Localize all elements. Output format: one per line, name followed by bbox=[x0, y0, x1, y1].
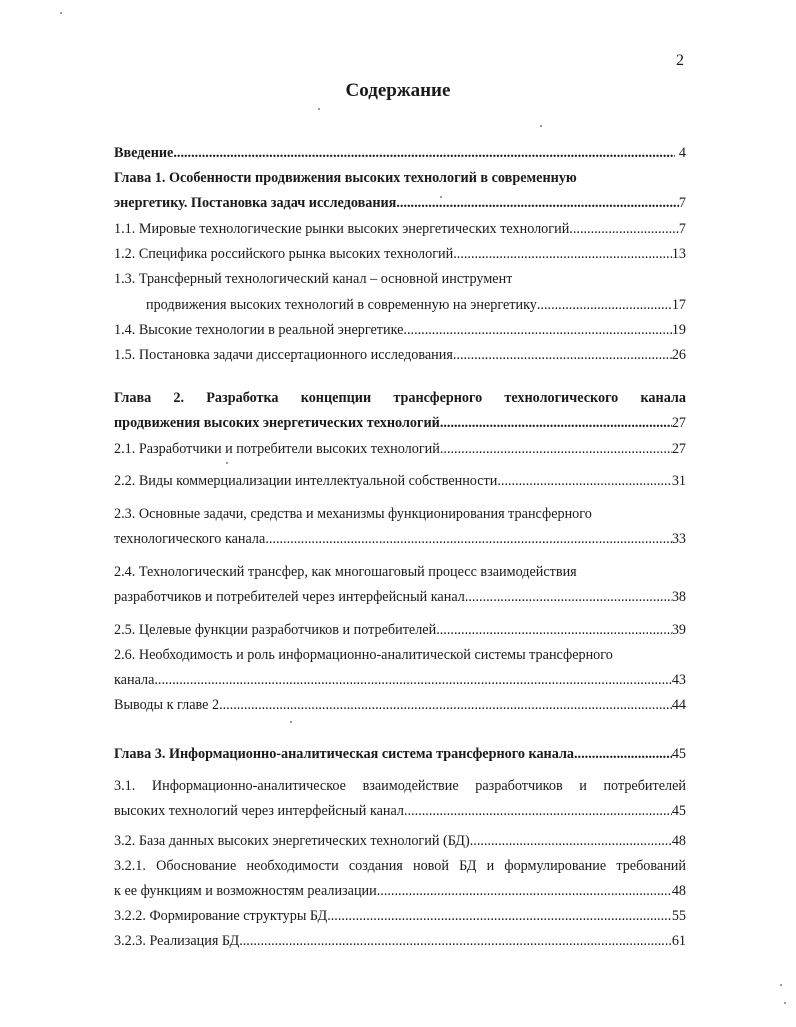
page-number: 2 bbox=[676, 52, 684, 69]
toc-leader-dots bbox=[239, 932, 672, 950]
toc-page-number: 38 bbox=[671, 589, 686, 605]
word: Глава bbox=[114, 390, 152, 406]
toc-entry-label: 2.2. Виды коммерциализации интеллектуальной собственности bbox=[114, 473, 498, 489]
word: концепции bbox=[300, 390, 372, 406]
toc-section-1-5[interactable] bbox=[114, 346, 686, 364]
toc-page-number: 39 bbox=[671, 622, 686, 638]
toc-chapter-1-line1[interactable]: Глава 1. Особенности продвижения высоких технологий в современную bbox=[114, 170, 577, 186]
toc-page-number: 44 bbox=[671, 697, 686, 713]
toc-chapter-3[interactable] bbox=[114, 745, 686, 763]
toc-section-2-6[interactable] bbox=[114, 671, 686, 689]
toc-entry-label: продвижения высоких энергетических технологий bbox=[114, 415, 440, 431]
word: разработчиков bbox=[475, 778, 563, 794]
scan-speck bbox=[780, 984, 782, 986]
word: необходимости bbox=[246, 858, 339, 874]
toc-chapter-2-line1[interactable] bbox=[114, 389, 686, 407]
toc-page-number: 26 bbox=[671, 347, 686, 363]
word: технологического bbox=[504, 390, 619, 406]
word: создания bbox=[348, 858, 403, 874]
toc-conclusions-2[interactable] bbox=[114, 696, 686, 714]
toc-section-3-1-line1[interactable] bbox=[114, 777, 686, 795]
toc-entry-label: 1.5. Постановка задачи диссертационного исследования bbox=[114, 347, 453, 363]
toc-section-3-2-2[interactable] bbox=[114, 907, 686, 925]
toc-page-number: 48 bbox=[671, 883, 686, 899]
toc-page-number: 61 bbox=[671, 933, 686, 949]
scan-speck bbox=[540, 125, 542, 127]
page-title: Содержание bbox=[345, 80, 451, 101]
toc-section-2-1[interactable] bbox=[114, 440, 686, 458]
toc-section-1-3[interactable] bbox=[146, 296, 686, 314]
toc-entry-label: 1.2. Специфика российского рынка высоких технологий bbox=[114, 246, 454, 262]
word: канала bbox=[640, 390, 686, 406]
toc-section-3-1[interactable] bbox=[114, 802, 686, 820]
toc-section-2-5[interactable] bbox=[114, 621, 686, 639]
toc-leader-dots bbox=[173, 144, 675, 162]
toc-page-number: 43 bbox=[671, 672, 686, 688]
toc-page-number: 31 bbox=[671, 473, 686, 489]
toc-page-number: 19 bbox=[671, 322, 686, 338]
word: Обоснование bbox=[156, 858, 237, 874]
toc-leader-dots bbox=[396, 194, 679, 212]
toc-chapter-2[interactable] bbox=[114, 414, 686, 432]
word: Разработка bbox=[206, 390, 279, 406]
toc-entry-label: Выводы к главе 2 bbox=[114, 697, 220, 713]
toc-section-3-2-3[interactable] bbox=[114, 932, 686, 950]
word: требований bbox=[616, 858, 686, 874]
toc-section-2-3[interactable] bbox=[114, 530, 686, 548]
toc-entry-label: разработчиков и потребителей через интерфейсный канал bbox=[114, 589, 465, 605]
toc-leader-dots bbox=[465, 588, 672, 606]
scan-speck bbox=[290, 721, 292, 723]
toc-entry-label: энергетику. Постановка задач исследования bbox=[114, 195, 397, 211]
toc-entry-label: продвижения высоких технологий в современную на энергетику bbox=[146, 297, 537, 313]
toc-entry-label: канала bbox=[114, 672, 155, 688]
toc-leader-dots bbox=[219, 696, 672, 714]
toc-section-1-1[interactable] bbox=[114, 220, 686, 238]
toc-section-1-4[interactable] bbox=[114, 321, 686, 339]
toc-leader-dots bbox=[453, 346, 672, 364]
scan-speck bbox=[60, 12, 62, 14]
word: Информационно-аналитическое bbox=[151, 778, 346, 794]
toc-entry-label: технологического канала bbox=[114, 531, 266, 547]
toc-leader-dots bbox=[154, 671, 671, 689]
toc-section-3-2-1-line1[interactable] bbox=[114, 857, 686, 875]
toc-page-number: 55 bbox=[671, 908, 686, 924]
toc-leader-dots bbox=[440, 414, 672, 432]
toc-leader-dots bbox=[453, 245, 672, 263]
toc-page-number: 7 bbox=[678, 195, 686, 211]
toc-leader-dots bbox=[440, 440, 672, 458]
toc-section-2-6-line1[interactable]: 2.6. Необходимость и роль информационно-аналитической системы трансферного bbox=[114, 647, 613, 663]
toc-leader-dots bbox=[569, 220, 679, 238]
toc-page-number: 45 bbox=[671, 746, 686, 762]
toc-leader-dots bbox=[497, 472, 671, 490]
scan-speck bbox=[226, 462, 228, 464]
toc-leader-dots bbox=[470, 832, 672, 850]
word: взаимодействие bbox=[362, 778, 459, 794]
word: трансферного bbox=[393, 390, 483, 406]
word: 3.1. bbox=[114, 778, 136, 794]
toc-entry-label: высоких технологий через интерфейсный канал bbox=[114, 803, 405, 819]
toc-page-number: 17 bbox=[671, 297, 686, 313]
toc-page-number: 13 bbox=[671, 246, 686, 262]
word: и bbox=[486, 858, 495, 874]
toc-page-number: 48 bbox=[671, 833, 686, 849]
word: 3.2.1. bbox=[114, 858, 146, 874]
toc-section-2-3-line1[interactable]: 2.3. Основные задачи, средства и механизмы функционирования трансферного bbox=[114, 506, 592, 522]
toc-leader-dots bbox=[377, 882, 672, 900]
toc-entry-label: 2.5. Целевые функции разработчиков и потребителей bbox=[114, 622, 437, 638]
toc-section-2-2[interactable] bbox=[114, 472, 686, 490]
toc-leader-dots bbox=[436, 621, 672, 639]
toc-section-2-4-line1[interactable]: 2.4. Технологический трансфер, как многошаговый процесс взаимодействия bbox=[114, 564, 577, 580]
toc-page-number: 27 bbox=[671, 441, 686, 457]
toc-entry-label: 3.2.3. Реализация БД bbox=[114, 933, 240, 949]
toc-page-number: 33 bbox=[671, 531, 686, 547]
toc-page-number: 45 bbox=[671, 803, 686, 819]
toc-entry-label: 2.1. Разработчики и потребители высоких технологий bbox=[114, 441, 440, 457]
toc-entry-intro[interactable] bbox=[114, 144, 686, 162]
toc-leader-dots bbox=[537, 296, 672, 314]
toc-entry-label: Введение bbox=[114, 145, 174, 161]
word: новой bbox=[413, 858, 449, 874]
toc-entry-label: 3.2.2. Формирование структуры БД bbox=[114, 908, 328, 924]
toc-leader-dots bbox=[265, 530, 672, 548]
toc-entry-label: 3.2. База данных высоких энергетических технологий (БД) bbox=[114, 833, 470, 849]
toc-page-number: 7 bbox=[678, 221, 686, 237]
toc-entry-label: 1.4. Высокие технологии в реальной энергетике bbox=[114, 322, 404, 338]
toc-section-3-2-1[interactable] bbox=[114, 882, 686, 900]
toc-page-number: 27 bbox=[671, 415, 686, 431]
toc-page-number: 4 bbox=[678, 145, 686, 161]
toc-section-2-4[interactable] bbox=[114, 588, 686, 606]
scan-speck bbox=[318, 108, 320, 110]
toc-section-1-2[interactable] bbox=[114, 245, 686, 263]
scan-speck bbox=[440, 196, 442, 198]
word: и bbox=[579, 778, 587, 794]
toc-entry-label: 1.1. Мировые технологические рынки высоких энергетических технологий bbox=[114, 221, 570, 237]
toc-leader-dots bbox=[403, 321, 671, 339]
toc-section-3-2[interactable] bbox=[114, 832, 686, 850]
word: формулирование bbox=[504, 858, 607, 874]
word: 2. bbox=[173, 390, 185, 406]
word: потребителей bbox=[603, 778, 686, 794]
toc-leader-dots bbox=[574, 745, 672, 763]
toc-section-1-3-line1[interactable]: 1.3. Трансферный технологический канал – основной инструмент bbox=[114, 271, 513, 287]
toc-leader-dots bbox=[327, 907, 672, 925]
toc-entry-label: к ее функциям и возможностям реализации bbox=[114, 883, 377, 899]
toc-chapter-1[interactable] bbox=[114, 194, 686, 212]
toc-leader-dots bbox=[404, 802, 672, 820]
scan-speck bbox=[784, 1002, 786, 1004]
word: БД bbox=[459, 858, 477, 874]
toc-entry-label: Глава 3. Информационно-аналитическая система трансферного канала bbox=[114, 746, 574, 762]
